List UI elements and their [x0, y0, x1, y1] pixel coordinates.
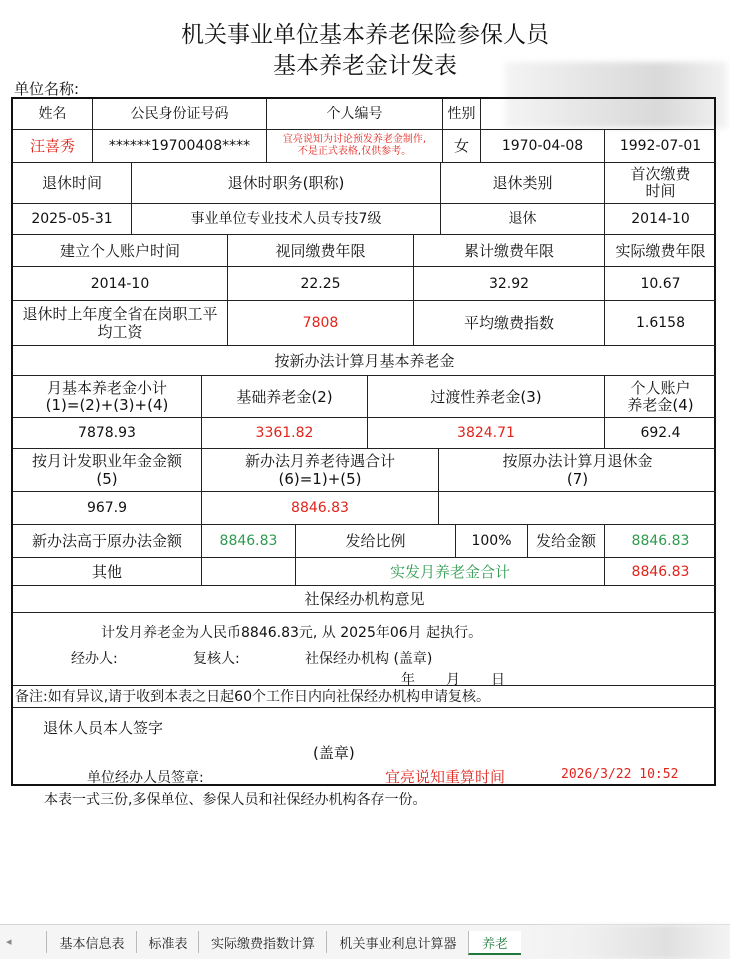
- account-pension-header-line1: 个人账户: [630, 378, 691, 397]
- old-method-header: [439, 449, 716, 492]
- amount-label: 发给金额: [528, 525, 605, 558]
- new-total-header: [202, 449, 439, 492]
- blank-header: [481, 99, 716, 130]
- retire-position-value: 事业单位专业技术人员专技7级: [132, 204, 441, 235]
- seal-label: (盖章): [313, 744, 355, 762]
- draft-notice: [267, 130, 443, 163]
- personal-no-header: 个人编号: [267, 99, 443, 130]
- subtotal-header-line1: 月基本养老金小计: [46, 378, 167, 397]
- tab-pension[interactable]: 养老: [468, 931, 521, 955]
- sheet-tab-bar: [0, 924, 730, 959]
- transition-pension-header: 过渡性养老金(3): [368, 376, 605, 418]
- actual-years-header: 实际缴费年限: [605, 235, 716, 267]
- account-time-header: 建立个人账户时间: [13, 235, 228, 267]
- form-title: 机关事业单位基本养老保险参保人员: [181, 22, 549, 48]
- unit-handler-label: 单位经办人员签章:: [87, 770, 204, 786]
- gender-header: 性别: [443, 99, 481, 130]
- remark: 备注:如有异议,请于收到本表之日起60个工作日内向社保经办机构申请复核。: [13, 686, 716, 708]
- scroll-left-icon[interactable]: ◂: [6, 935, 12, 948]
- amount-value: 8846.83: [605, 525, 716, 558]
- tab-interest-calculator[interactable]: 机关事业利息计算器: [326, 931, 469, 953]
- subtotal-header-line2: (1)=(2)+(3)+(4): [45, 395, 169, 414]
- new-total-value: 8846.83: [202, 492, 439, 525]
- recalc-time-label: 宜亮说知重算时间: [385, 768, 506, 786]
- old-method-header-line1: 按原办法计算月退休金: [502, 452, 653, 470]
- opinion-header: 社保经办机构意见: [13, 586, 716, 613]
- name-header: 姓名: [13, 99, 93, 130]
- person-gender: 女: [443, 130, 481, 163]
- recalc-time-value: 2026/3/22 10:52: [561, 767, 679, 782]
- account-pension-value: 692.4: [605, 418, 716, 449]
- first-pay-header-line2: 时间: [645, 182, 676, 200]
- pension-table: [11, 97, 716, 786]
- retire-time-value: 2025-05-31: [13, 204, 132, 235]
- cumulative-years-header: 累计缴费年限: [414, 235, 605, 267]
- transition-pension-value: 3824.71: [368, 418, 605, 449]
- occupational-annuity-value: 967.9: [13, 492, 202, 525]
- actual-total-label: 实发月养老金合计: [296, 558, 605, 586]
- birth-date: 1970-04-08: [481, 130, 605, 163]
- retire-type-value: 退休: [441, 204, 605, 235]
- first-pay-header-line1: 首次缴费: [630, 165, 691, 183]
- avg-wage-value: 7808: [228, 301, 414, 346]
- new-total-header-line1: 新办法月养老待遇合计: [244, 452, 395, 470]
- handler-label: 经办人:: [71, 651, 118, 667]
- avg-index-value: 1.6158: [605, 301, 716, 346]
- occupational-annuity-header: [13, 449, 202, 492]
- avg-wage-label-line2: 均工资: [97, 323, 143, 341]
- other-label: 其他: [13, 558, 202, 586]
- retire-time-header: 退休时间: [13, 163, 132, 204]
- deemed-years-value: 22.25: [228, 267, 414, 301]
- person-id: ******19700408****: [93, 130, 267, 163]
- agency-seal-label: 社保经办机构 (盖章): [305, 651, 433, 667]
- opinion-text: 计发月养老金为人民币8846.83元, 从 2025年06月 起执行。: [101, 625, 483, 641]
- old-method-value: [439, 492, 716, 525]
- ratio-label: 发给比例: [296, 525, 456, 558]
- date-month-label: 月: [446, 672, 460, 688]
- actual-total-value: 8846.83: [605, 558, 716, 586]
- other-value: [202, 558, 296, 586]
- cumulative-years-value: 32.92: [414, 267, 605, 301]
- draft-notice-line2: 不是正式表格,仅供参考。: [297, 146, 412, 157]
- avg-wage-label-line1: 退休时上年度全省在岗职工平: [22, 305, 218, 323]
- date-year-label: 年: [401, 672, 415, 688]
- avg-wage-label: [13, 301, 228, 346]
- basic-pension-header: 基础养老金(2): [202, 376, 368, 418]
- form-subtitle: 基本养老金计发表: [273, 53, 457, 79]
- draft-notice-line1: 宜亮说知为讨论预发养老金制作,: [282, 134, 427, 145]
- subtotal-header: [13, 376, 202, 418]
- retire-type-header: 退休类别: [441, 163, 605, 204]
- account-pension-header: [605, 376, 716, 418]
- ratio-value: 100%: [456, 525, 528, 558]
- tab-standard[interactable]: 标准表: [136, 931, 199, 953]
- first-pay-value: 2014-10: [605, 204, 716, 235]
- redacted-tab-area: [520, 925, 730, 959]
- work-start-date: 1992-07-01: [605, 130, 716, 163]
- retire-position-header: 退休时职务(职称): [132, 163, 441, 204]
- account-pension-header-line2: 养老金(4): [627, 395, 694, 414]
- deemed-years-header: 视同缴费年限: [228, 235, 414, 267]
- basic-pension-value: 3361.82: [202, 418, 368, 449]
- date-day-label: 日: [491, 672, 505, 688]
- occupational-annuity-header-line1: 按月计发职业年金金额: [31, 452, 182, 470]
- avg-index-label: 平均缴费指数: [414, 301, 605, 346]
- actual-years-value: 10.67: [605, 267, 716, 301]
- diff-label: 新办法高于原办法金额: [13, 525, 202, 558]
- reviewer-label: 复核人:: [193, 651, 240, 667]
- footer-note: 本表一式三份,多保单位、参保人员和社保经办机构各存一份。: [44, 792, 427, 808]
- subtotal-value: 7878.93: [13, 418, 202, 449]
- new-total-header-line2: (6)=1)+(5): [278, 470, 362, 488]
- tab-contribution-index[interactable]: 实际缴费指数计算: [198, 931, 327, 953]
- occupational-annuity-header-line2: (5): [96, 470, 118, 488]
- new-method-section-header: 按新办法计算月基本养老金: [13, 346, 716, 376]
- account-time-value: 2014-10: [13, 267, 228, 301]
- diff-value: 8846.83: [202, 525, 296, 558]
- tab-basic-info[interactable]: 基本信息表: [46, 931, 137, 953]
- old-method-header-line2: (7): [566, 470, 589, 488]
- unit-name-label: 单位名称:: [14, 80, 80, 98]
- first-pay-header: [605, 163, 716, 204]
- id-header: 公民身份证号码: [93, 99, 267, 130]
- person-name: 汪喜秀: [13, 130, 93, 163]
- retiree-signature-label: 退休人员本人签字: [43, 719, 164, 737]
